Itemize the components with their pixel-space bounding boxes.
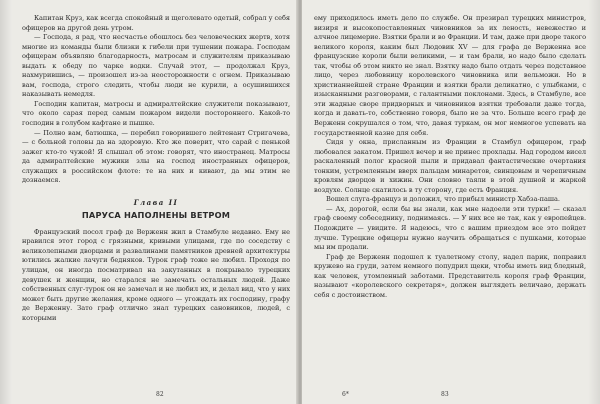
scan-shadow-right (588, 0, 600, 404)
right-page-number: 83 (441, 391, 449, 398)
chapter-paragraph-1: Французский посол граф де Верженн жил в Стамбуле недавно. Ему не нравился этот город с грязными, кривыми улицами, где по соседству с великолепными дворцами и развалинами памятников древней архитектуры ютились жалкие лачуги бедняков. Турок граф тоже не любил. Проходя по улицам, он иногда посматривал на закутанных в покрывало турецких девушек и женщин, но старался не замечать остальных людей. Даже собственных слуг-турок он не замечал и не любил их, и делал вид, что у них может быть другие желания, кроме одного — угождать их господину, графу де Верженну. Зато граф отлично знал турецких сановников, людей, с которыми (22, 227, 290, 322)
right-paragraph-4: — Ах, дорогой, если бы вы знали, как мне надоели эти турки! — сказал граф своему собеседнику, поднимаясь. — У них все не так, как у европейцев. Подождите — увидите. Я надеюсь, что с вашим приездом все это пойдет лучше. Турецкие офицеры нужно научить обращаться с пушками, которые мы им продали. (314, 204, 586, 252)
left-paragraph-2: — Господа, я рад, что несчастье обошлось без человеческих жертв, хотя многие из команды были близки к гибели при тушении пожара. Господам офицерам объявляю благодарность, матросам и служителям приказываю выдать к обеду по чарке водки. Случай этот, — продолжал Круз, нахмурившись, — произошел из-за неосторожности с огнем. Приказываю вам, господа, строго следить, чтобы люди не курили, а осушившихся наказывать немедля. (22, 33, 290, 99)
chapter-number: Глава II (133, 197, 179, 207)
right-page (302, 0, 600, 404)
left-paragraph-4: — Полно вам, батюшка, — перебил говорившего лейтенант Стригачева, — с больной головы да на здоровую. Кто же поверит, что сарай с пенькой зажег кто-то чужой! Я слышал об этом: говорят, что иностранец. Матросы да адмиралтейские мужики злы на господ иностранных офицеров, служащих в российском флоте: те на них и кивают, да мы этим не дознаемся. (22, 128, 290, 185)
left-paragraph-1: Капитан Круз, как всегда спокойный и щеголевато одетый, собрал у себя офицеров на другой день утром. (22, 14, 290, 32)
right-paragraph-3: Вошел слуга-француз и доложил, что прибыл министр Хабза-паша. (326, 195, 560, 204)
chapter-title: ПАРУСА НАПОЛНЕНЫ ВЕТРОМ (81, 209, 231, 220)
right-paragraph-1: ему приходилось иметь дело по службе. Он презирал турецких министров, визиря и высокопоставленных чиновников за их леность, невежество и алчное лицемерие. Взятки брали и во Франции. И там, даже при дворе такого великого короля, каким был Людовик XV — для графа де Верженна все французские короли были великими, — и там брали, но надо было сделать так, чтобы об этом никто не знал. Взятку надо было отдать через подставное лицо, через любовницу королевского чиновника или вельможи. Но в христианнейшей стране Франции и взятки брали деликатно, с улыбками, с изысканными разговорами, с галантными поклонами. Здесь, в Стамбуле, все эти жадные своре придворных и чиновников взятки требовали даже тогда, когда и давать-то, собственно говоря, было не за что. Больше всего граф де Верженн сокрушался о том, что, давая туркам, он мог немногое успевать на государственной казне для себя. (314, 14, 586, 137)
left-paragraph-3: Господин капитан, матросы и адмиралтейские служители показывают, что около сарая перед самым пожаром видели постороннего. Какой-то господин в голубом кафтане и пышке. (22, 99, 290, 128)
right-paragraph-5: Граф де Верженн подошел к туалетному столу, надел парик, поправил кружево на груди, затем немного попудрил щеки, чтобы иметь вид бледный, как человек, утомленный заботами. Представитель короля граф Франции, называют «королевского секретаря», должен выглядеть величаво, держать себя с достоинством. (314, 252, 586, 299)
left-page-number: 82 (156, 391, 164, 398)
signature-mark: 6* (342, 391, 349, 398)
left-page (0, 0, 298, 404)
right-paragraph-2: Сидя у окна, присланным из Франции в Стамбул офицером, граф любовался закатом. Пришел вечер и не принес прохлады. Над городом висел раскаленный полог красной пыли и придавал фантастические очертания тонким, устремленным вверх пальцам минаретов, свинцовым и черепичным кровлям дворцов и хижин. Они словно таяли в этой душной и жаркой воздухе. Солнце скатилось в ту сторону, где есть Франция. (314, 138, 586, 194)
scan-shadow (0, 0, 12, 404)
